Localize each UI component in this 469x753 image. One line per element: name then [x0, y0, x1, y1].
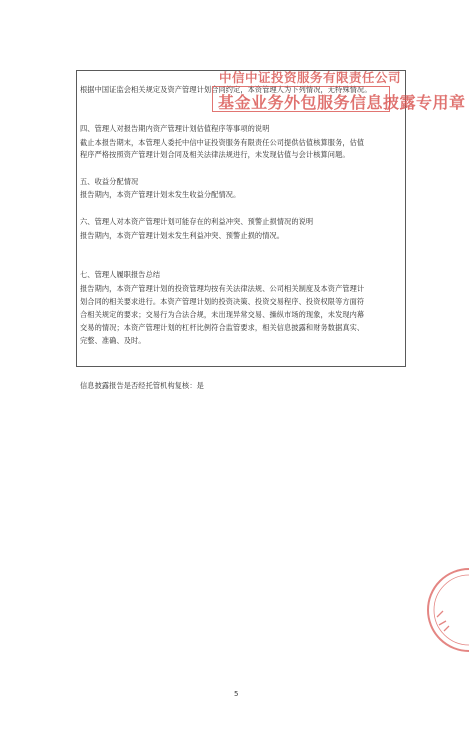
section7-line3: 合相关规定的要求；交易行为合法合规，未出现异常交易、操纵市场的现象，未发现内幕 — [80, 310, 365, 319]
section5-title: 五、收益分配情况 — [80, 177, 139, 186]
section7-line1: 报告期内，本资产管理计划的投资管理均按有关法律法规、公司相关制度及本资产管理计 — [80, 284, 365, 293]
section4-title: 四、管理人对报告期内资产管理计划估值程序等事项的说明 — [80, 124, 270, 133]
section5-line1: 报告期内，本资产管理计划未发生收益分配情况。 — [80, 190, 241, 199]
intro-line: 根据中国证监会相关规定及资产管理计划合同约定，本资管理人为下列情况，无特殊情况。 — [80, 85, 372, 94]
section4-line2: 程序严格按照资产管理计划合同及相关法律法规进行，未发现估值与会计核算问题。 — [80, 150, 350, 159]
section6-title: 六、管理人对本资产管理计划可能存在的利益冲突、预警止损情况的说明 — [80, 217, 314, 226]
seal-icon — [409, 565, 469, 655]
review-note: 信息披露报告是否经托管机构复核：是 — [80, 381, 204, 390]
section7-title: 七、管理人履职报告总结 — [80, 270, 161, 279]
section6-line1: 报告期内，本资产管理计划未发生利益冲突、预警止损的情况。 — [80, 231, 285, 240]
section4-line1: 截止本报告期末，本管理人委托中信中证投资服务有限责任公司提供估值核算服务，估值 — [80, 138, 365, 147]
stamp-company-name: 中信中证投资服务有限责任公司 — [219, 70, 402, 85]
section7-line2: 划合同的相关要求进行。本资产管理计划的投资决策、投资交易程序、投资权限等方面符 — [80, 297, 365, 306]
section7-line4: 交易的情况；本资产管理计划的杠杆比例符合监管要求，相关信息披露和财务数据真实、 — [80, 323, 365, 332]
section7-line5: 完整、准确、及时。 — [80, 336, 146, 345]
page-number: 5 — [234, 690, 239, 698]
stamp-purpose: 基金业务外包服务信息披露专用章 — [218, 93, 466, 112]
